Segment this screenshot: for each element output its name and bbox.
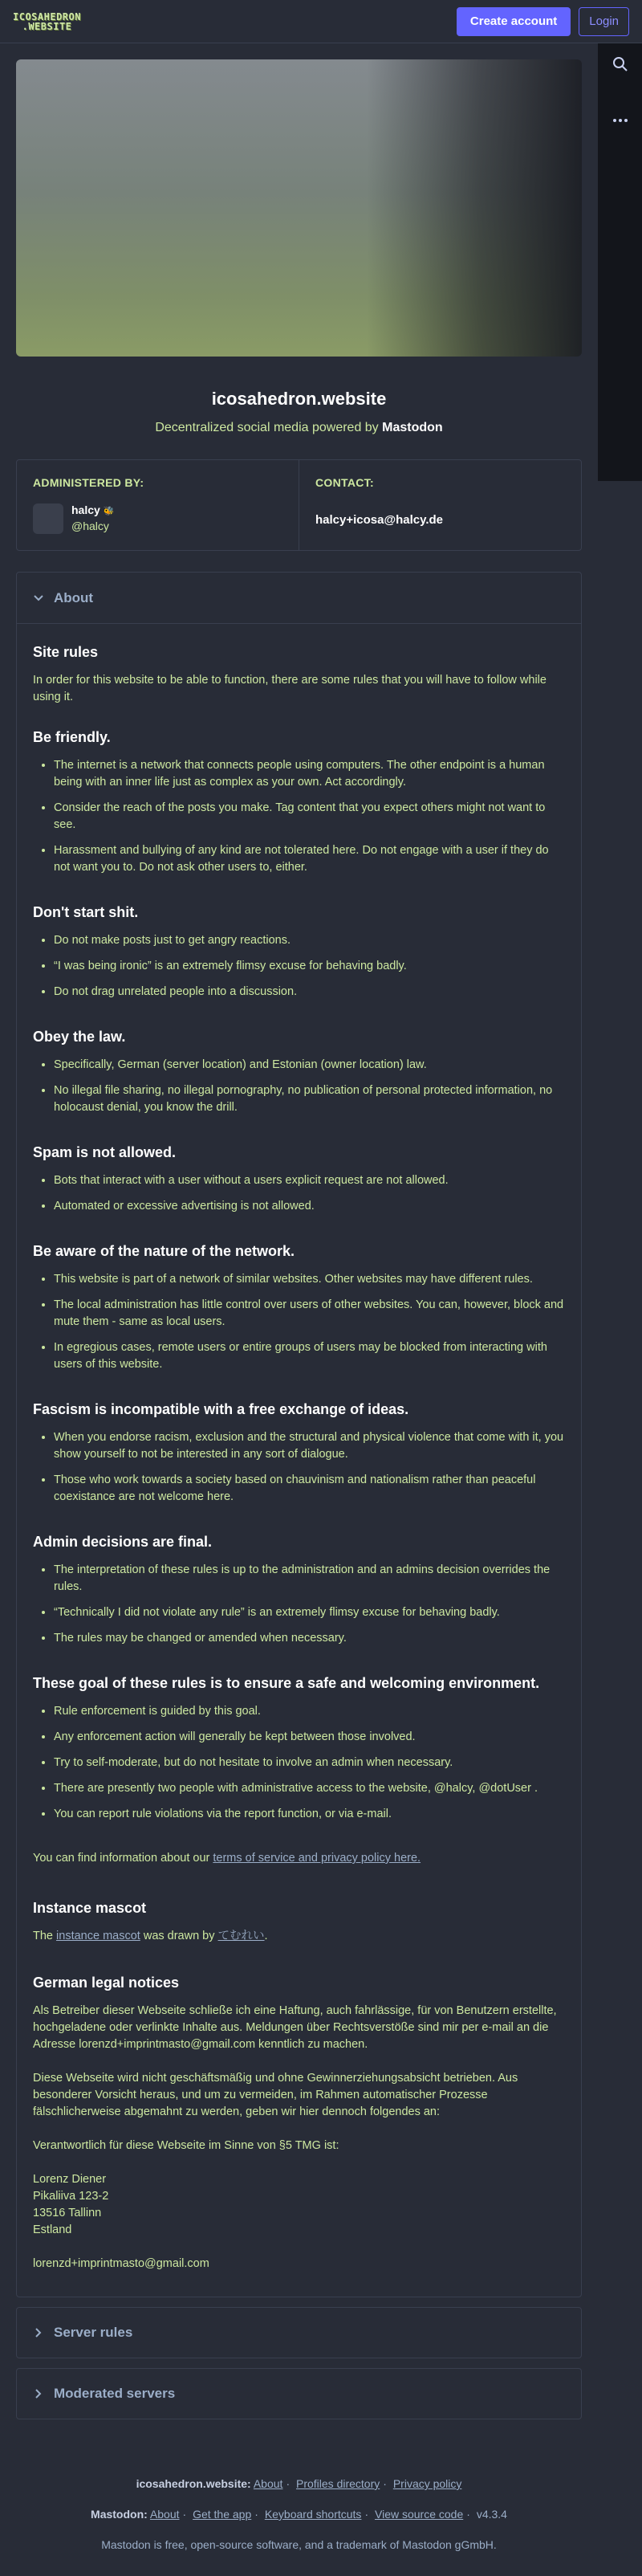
list-item: • The interpretation of these rules is up to the administration and an admins decision overrides the rules. [54,1562,565,1596]
server-rules-label: Server rules [54,2325,133,2340]
list-item: • Bots that interact with a user without a users explicit request are not allowed. [54,1172,565,1189]
rule-list [33,1703,565,1823]
login-button[interactable]: Login [579,7,629,36]
list-item: • The rules may be changed or amended when necessary. [54,1630,565,1647]
tos-paragraph [33,1850,565,1867]
list-item: • “I was being ironic” is an extremely flimsy excuse for behaving badly. [54,958,565,975]
server-rules-toggle[interactable] [16,2307,582,2358]
list-item: • Those who work towards a society based on chauvinism and nationalism rather than peaceful coexistance are not welcome here. [54,1472,565,1506]
admin-display-name [71,503,114,516]
footer-site-name: icosahedron.website: [136,2477,251,2490]
list-item: • Do not make posts just to get angry reactions. [54,932,565,949]
footer-mastodon-links: Mastodon: About · Get the app · Keyboard shortcuts · View source code · v4.3.4 [91,2508,507,2521]
rule-section-heading: Obey the law. [33,1029,126,1045]
legal-paragraph-1: Als Betreiber dieser Webseite schließe ich eine Haftung, auch fahrlässige, für von Benutzern erstellte, hochgeladene oder verlinkte Inhalte aus. Meldungen über Rechtsverstöße sind mir per e-mail an die Adresse lorenzd+imprintmasto@gmail.com kenntlich zu machen. [33,2004,557,2051]
administered-by-cell [17,460,299,550]
rule-section [33,1533,565,1647]
legal-address [33,2171,565,2239]
contact-label: CONTACT: [315,476,374,489]
rule-list [33,757,565,876]
list-item: • When you endorse racism, exclusion and the structural and physical violence that come with it, you show yourself to not be interested in any sort of dialogue. [54,1429,565,1463]
footer-source-code-link[interactable]: View source code [375,2508,464,2521]
mascot-the: The [33,1930,53,1942]
mascot-text [33,1928,565,1945]
list-item: • There are presently two people with administrative access to the website, @halcy, @dotUser . [54,1780,565,1797]
list-item: • Rule enforcement is guided by this goal. [54,1703,565,1720]
auth-buttons [457,7,629,36]
server-subtitle [16,421,582,435]
rule-section-heading: Spam is not allowed. [33,1144,177,1160]
legal-email: lorenzd+imprintmasto@gmail.com [33,2257,209,2270]
list-item: • The internet is a network that connects people using computers. The other endpoint is a human being with an inner life just as complex as your own. Act accordingly. [54,757,565,791]
address-line: Pikaliiva 123-2 [33,2190,109,2203]
logo-line-1: ICOSAHEDRON [13,10,81,22]
footer-mastodon-name: Mastodon: [91,2508,148,2521]
legal-section [33,1974,565,2272]
site-rules-heading: Site rules [33,644,99,660]
rule-section-heading: Don't start shit. [33,904,139,920]
site-rules-text: In order for this website to be able to function, there are some rules that you will have to follow while using it. [33,674,547,703]
footer-version: v4.3.4 [476,2508,507,2521]
admin-handle: @halcy [71,520,109,532]
mascot-mid: was drawn by [143,1930,215,1942]
contact-email[interactable]: halcy+icosa@halcy.de [315,513,444,527]
rule-section-heading: Be aware of the nature of the network. [33,1243,295,1259]
rule-section [33,1400,565,1506]
rule-list [33,1057,565,1116]
rule-list [33,932,565,1001]
rule-section [33,728,565,876]
mascot-end: . [264,1930,268,1942]
server-banner-image [16,59,582,357]
address-line: Estland [33,2223,72,2236]
list-item: • Try to self-moderate, but do not hesitate to involve an admin when necessary. [54,1755,565,1771]
footer-profiles-directory-link[interactable]: Profiles directory [296,2477,380,2490]
rule-section [33,1674,565,1823]
chevron-down-icon [33,593,44,604]
list-item: • Automated or excessive advertising is not allowed. [54,1198,565,1215]
chevron-right-icon [33,2388,44,2399]
rule-section [33,1242,565,1373]
rule-section-heading: Fascism is incompatible with a free exchange of ideas. [33,1401,409,1417]
admin-label: ADMINISTERED BY: [33,476,144,489]
server-info-box [16,459,582,551]
site-logo[interactable] [13,12,81,31]
rule-section [33,903,565,1001]
list-item: • Any enforcement action will generally be kept between those involved. [54,1729,565,1746]
mastodon-link[interactable]: Mastodon [382,421,443,434]
legal-paragraph-3: Verantwortlich für diese Webseite im Sinne von §5 TMG ist: [33,2139,339,2152]
footer-about-link[interactable]: About [253,2477,283,2490]
footer-site-links: icosahedron.website: About · Profiles directory · Privacy policy [136,2477,462,2490]
list-item: • Consider the reach of the posts you make. Tag content that you expect others might not want to see. [54,800,565,834]
rule-section-heading: Be friendly. [33,729,111,745]
mascot-artist-link[interactable]: てむれい [217,1930,265,1942]
mascot-heading: Instance mascot [33,1900,147,1916]
rule-list [33,1172,565,1215]
logo-line-2: .WEBSITE [22,20,72,32]
admin-account[interactable] [33,503,282,534]
about-toggle[interactable] [17,573,581,624]
rule-list [33,1562,565,1647]
list-item: • “Technically I did not violate any rule” is an extremely flimsy excuse for behaving badly. [54,1604,565,1621]
list-item: • In egregious cases, remote users or entire groups of users may be blocked from interacting with users of this website. [54,1339,565,1373]
navigation-panel [598,43,642,481]
list-item: • You can report rule violations via the report function, or via e-mail. [54,1806,565,1823]
address-line: 13516 Tallinn [33,2207,102,2219]
moderated-servers-label: Moderated servers [54,2386,176,2401]
rule-section-heading: Admin decisions are final. [33,1534,213,1550]
rule-list [33,1429,565,1506]
tos-prefix: You can find information about our [33,1852,210,1865]
main-column [16,59,582,2567]
admin-name-text: halcy [71,503,100,516]
search-icon[interactable] [609,53,632,75]
bee-emoji-icon: 🐝 [103,507,115,516]
list-item: • This website is part of a network of similar websites. Other websites may have different rules. [54,1271,565,1288]
top-bar [0,0,642,43]
about-content [17,624,581,2297]
list-item: • The local administration has little control over users of other websites. You can, however, block and mute them - same as local users. [54,1297,565,1331]
rule-section [33,1028,565,1116]
site-rules-intro [33,643,565,706]
about-section [16,572,582,2297]
list-item: • No illegal file sharing, no illegal pornography, no publication of personal protected information, no holocaust denial, you know the drill. [54,1082,565,1116]
server-title: icosahedron.website [211,389,387,409]
mascot-link[interactable]: instance mascot [56,1930,140,1942]
footer-tagline: Mastodon is free, open-source software, and a trademark of Mastodon gGmbH. [101,2538,497,2551]
legal-heading: German legal notices [33,1975,180,1991]
legal-paragraph-2: Diese Webseite wird nicht geschäftsmäßig und ohne Gewinnerziehungsabsicht betrieben. Aus besonderer Vorsicht heraus, und um zu vermeiden, im Rahmen automatischer Prozesse fälschlicherweise abgemahnt zu werden, geben wir hier dennoch folgendes an: [33,2072,518,2118]
about-label: About [54,589,94,605]
avatar[interactable] [33,503,63,534]
footer-privacy-policy-link[interactable]: Privacy policy [392,2477,462,2490]
footer-get-app-link[interactable]: Get the app [193,2508,252,2521]
moderated-servers-toggle[interactable] [16,2368,582,2419]
mascot-section [33,1899,565,1945]
footer-keyboard-shortcuts-link[interactable]: Keyboard shortcuts [264,2508,362,2521]
list-item: • Do not drag unrelated people into a discussion. [54,984,565,1001]
footer-mastodon-about-link[interactable]: About [149,2508,180,2521]
list-item: • Specifically, German (server location) and Estonian (owner location) law. [54,1057,565,1074]
address-line: Lorenz Diener [33,2173,107,2186]
create-account-button[interactable]: Create account [457,7,571,36]
tos-link[interactable]: terms of service and privacy policy here. [213,1852,421,1865]
contact-cell [299,460,581,550]
rule-sections [33,728,565,1823]
subtitle-text: Decentralized social media powered by [155,421,379,434]
list-item: • Harassment and bullying of any kind are not tolerated here. Do not engage with a user if they do not want you to. Do not ask other users to, either. [54,842,565,876]
rule-list [33,1271,565,1373]
more-menu-icon[interactable] [609,109,632,132]
chevron-right-icon [33,2327,44,2338]
rule-section-heading: These goal of these rules is to ensure a safe and welcoming environment. [33,1675,540,1691]
footer [16,2476,582,2553]
rule-section [33,1143,565,1215]
